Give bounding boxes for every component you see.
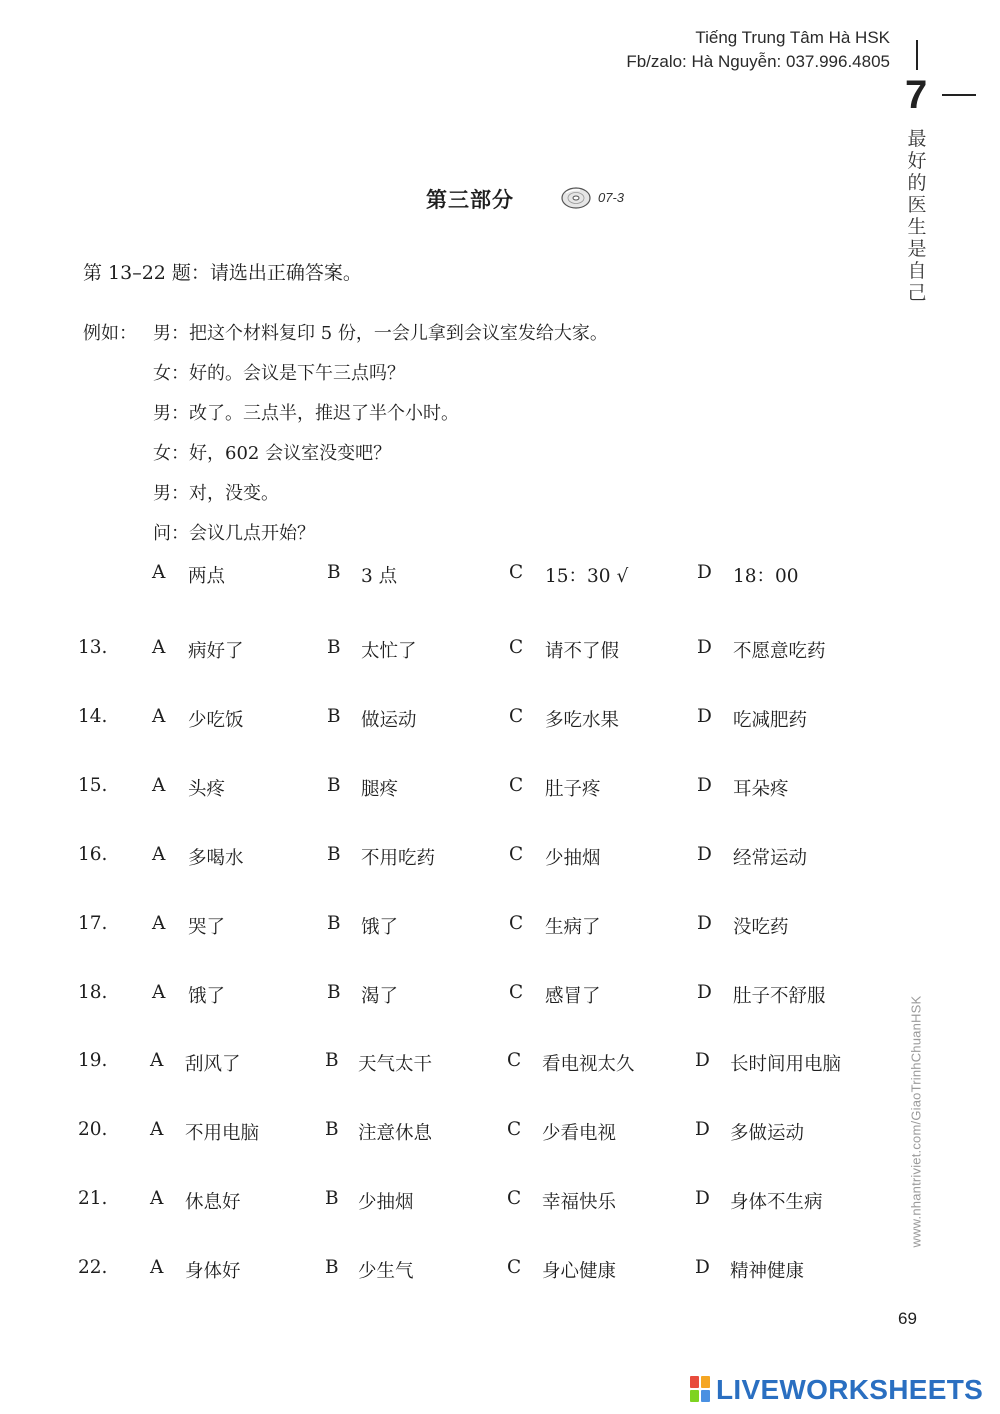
question-row: [0, 1119, 1000, 1149]
option-text[interactable]: 看电视太久: [542, 1054, 635, 1076]
option-letter[interactable]: C: [507, 1119, 522, 1141]
logo-text: LIVEWORKSHEETS: [716, 1374, 984, 1405]
option-text[interactable]: 精神健康: [730, 1261, 805, 1283]
option-text[interactable]: 生病了: [545, 916, 601, 938]
option-letter[interactable]: B: [327, 843, 341, 865]
option-text[interactable]: 耳朵疼: [733, 778, 789, 800]
option-letter[interactable]: A: [152, 774, 166, 796]
option-text[interactable]: 吃减肥药: [733, 709, 808, 731]
chapter-title-char: 好: [907, 150, 927, 172]
option-letter[interactable]: D: [697, 774, 712, 796]
audio-track-label: 07-3: [598, 190, 625, 205]
option-text[interactable]: 肚子不舒服: [733, 985, 826, 1007]
option-text[interactable]: 多做运动: [730, 1123, 805, 1145]
chapter-number: 7: [905, 73, 928, 117]
option-text[interactable]: 长时间用电脑: [730, 1054, 842, 1076]
option-letter[interactable]: A: [150, 1188, 164, 1210]
option-letter[interactable]: D: [695, 1050, 710, 1072]
question-number: 14.: [78, 705, 108, 727]
option-letter[interactable]: A: [152, 637, 166, 658]
option-letter: B: [327, 562, 341, 583]
option-letter[interactable]: C: [507, 1050, 522, 1072]
option-letter[interactable]: B: [325, 1188, 339, 1210]
option-text[interactable]: 注意休息: [358, 1123, 433, 1145]
option-text[interactable]: 饿了: [188, 985, 226, 1007]
option-letter[interactable]: C: [509, 843, 524, 865]
option-text[interactable]: 饿了: [361, 916, 399, 938]
option-letter[interactable]: B: [325, 1050, 339, 1072]
example-label: 例如：: [83, 323, 137, 344]
option-text[interactable]: 天气太干: [358, 1054, 433, 1076]
question-number: 17.: [78, 912, 108, 934]
header-line-1: Tiếng Trung Tâm Hà HSK: [695, 28, 890, 47]
option-text[interactable]: 休息好: [185, 1192, 241, 1214]
option-letter[interactable]: C: [509, 637, 524, 658]
chapter-title: [906, 128, 928, 304]
option-text[interactable]: 身心健康: [542, 1261, 617, 1283]
chapter-title-char: 生: [907, 216, 927, 238]
option-text[interactable]: 头疼: [188, 778, 226, 800]
option-letter[interactable]: D: [695, 1119, 710, 1141]
question-row: [0, 913, 1000, 943]
option-text[interactable]: 经常运动: [733, 847, 808, 869]
chapter-title-char: 是: [907, 238, 927, 260]
option-letter: D: [697, 562, 712, 583]
chapter-title-char: 最: [907, 128, 927, 150]
option-text[interactable]: 做运动: [361, 709, 417, 731]
option-text[interactable]: 身体不生病: [730, 1192, 823, 1214]
option-text[interactable]: 不用电脑: [185, 1123, 260, 1145]
option-text[interactable]: 身体好: [185, 1261, 241, 1283]
option-text[interactable]: 多喝水: [188, 847, 244, 869]
option-letter[interactable]: C: [507, 1188, 522, 1210]
option-text: 15：30 √: [545, 566, 629, 587]
question-number: 16.: [78, 843, 108, 865]
option-letter[interactable]: B: [327, 981, 341, 1003]
example-line: 男：对，没变。: [153, 483, 279, 504]
question-row: [0, 775, 1000, 805]
question-number: 18.: [78, 981, 108, 1003]
option-letter[interactable]: C: [509, 774, 524, 796]
option-text[interactable]: 哭了: [188, 916, 226, 938]
option-letter[interactable]: B: [325, 1119, 339, 1141]
question-row: [0, 637, 1000, 667]
option-letter[interactable]: A: [150, 1119, 164, 1141]
option-letter[interactable]: D: [697, 843, 712, 865]
page-number: 69: [898, 1309, 917, 1328]
section-title: 第三部分: [426, 187, 514, 212]
option-text[interactable]: 肚子疼: [545, 778, 601, 800]
option-letter[interactable]: C: [509, 981, 524, 1003]
option-text[interactable]: 幸福快乐: [542, 1192, 617, 1214]
option-text[interactable]: 多吃水果: [545, 709, 620, 731]
option-text[interactable]: 少生气: [358, 1261, 414, 1283]
option-letter: A: [152, 562, 166, 583]
option-text: 3 点: [361, 566, 398, 587]
option-letter[interactable]: A: [152, 705, 166, 727]
option-text: 18：00: [733, 566, 799, 587]
option-letter[interactable]: D: [697, 912, 712, 934]
option-letter[interactable]: A: [150, 1257, 164, 1279]
question-number: 13.: [78, 637, 108, 658]
option-text: 两点: [188, 566, 226, 587]
option-letter[interactable]: C: [509, 912, 524, 934]
option-text[interactable]: 病好了: [188, 641, 244, 662]
side-url: www.nhantriviet.com/GiaoTrinhChuanHSK: [908, 995, 924, 1248]
question-row: [0, 1257, 1000, 1287]
option-text[interactable]: 没吃药: [733, 916, 789, 938]
option-text[interactable]: 腿疼: [361, 778, 399, 800]
liveworksheets-logo[interactable]: [690, 1372, 990, 1408]
chapter-title-char: 医: [907, 194, 927, 216]
option-letter[interactable]: D: [695, 1257, 710, 1279]
option-letter[interactable]: D: [697, 637, 712, 658]
option-letter[interactable]: D: [697, 705, 712, 727]
example-line: 女：好，602 会议室没变吧？: [153, 443, 392, 464]
option-text[interactable]: 请不了假: [545, 641, 620, 662]
question-row: [0, 706, 1000, 736]
option-letter[interactable]: A: [152, 912, 166, 934]
option-letter[interactable]: A: [150, 1050, 164, 1072]
option-letter[interactable]: C: [507, 1257, 522, 1279]
instruction: 第 13–22 题：请选出正确答案。: [83, 262, 362, 284]
option-text[interactable]: 刮风了: [185, 1054, 241, 1076]
logo-grid-icon: [690, 1376, 712, 1404]
option-letter[interactable]: B: [327, 912, 341, 934]
question-number: 21.: [78, 1188, 108, 1210]
example-line: 男：改了。三点半，推迟了半个小时。: [153, 403, 459, 424]
option-letter[interactable]: B: [327, 774, 341, 796]
option-letter[interactable]: B: [327, 637, 341, 658]
chapter-title-char: 自: [907, 260, 927, 282]
option-letter[interactable]: B: [325, 1257, 339, 1279]
example-line: 男：把这个材料复印 5 份，一会儿拿到会议室发给大家。: [153, 323, 608, 344]
question-number: 15.: [78, 774, 108, 796]
question-row: [0, 844, 1000, 874]
question-number: 19.: [78, 1050, 108, 1072]
chapter-dash: [942, 94, 976, 96]
option-text[interactable]: 少抽烟: [545, 847, 601, 869]
option-text[interactable]: 感冒了: [545, 985, 601, 1007]
option-text[interactable]: 太忙了: [361, 641, 417, 662]
option-letter[interactable]: A: [152, 981, 166, 1003]
example-options: [0, 562, 1000, 592]
option-text[interactable]: 少抽烟: [358, 1192, 414, 1214]
option-letter[interactable]: D: [697, 981, 712, 1003]
option-text[interactable]: 不愿意吃药: [733, 641, 826, 662]
example-line: 问：会议几点开始？: [153, 523, 315, 544]
example-line: 女：好的。会议是下午三点吗？: [153, 363, 405, 384]
question-number: 20.: [78, 1119, 108, 1141]
question-row: [0, 982, 1000, 1012]
option-letter[interactable]: B: [327, 705, 341, 727]
question-number: 22.: [78, 1257, 108, 1279]
option-letter[interactable]: A: [152, 843, 166, 865]
option-text[interactable]: 少看电视: [542, 1123, 617, 1145]
chapter-bar: [916, 40, 918, 70]
option-letter[interactable]: D: [695, 1188, 710, 1210]
audio-disc-icon[interactable]: [560, 185, 592, 211]
chapter-title-char: 的: [907, 172, 927, 194]
header-line-2: Fb/zalo: Hà Nguyễn: 037.996.4805: [626, 52, 890, 71]
question-row: [0, 1050, 1000, 1080]
header-watermark: [626, 26, 890, 74]
option-text[interactable]: 渴了: [361, 985, 399, 1007]
chapter-title-char: 己: [907, 282, 927, 304]
question-row: [0, 1188, 1000, 1218]
option-letter: C: [509, 562, 524, 583]
option-letter[interactable]: C: [509, 705, 524, 727]
option-text[interactable]: 不用吃药: [361, 847, 436, 869]
option-text[interactable]: 少吃饭: [188, 709, 244, 731]
